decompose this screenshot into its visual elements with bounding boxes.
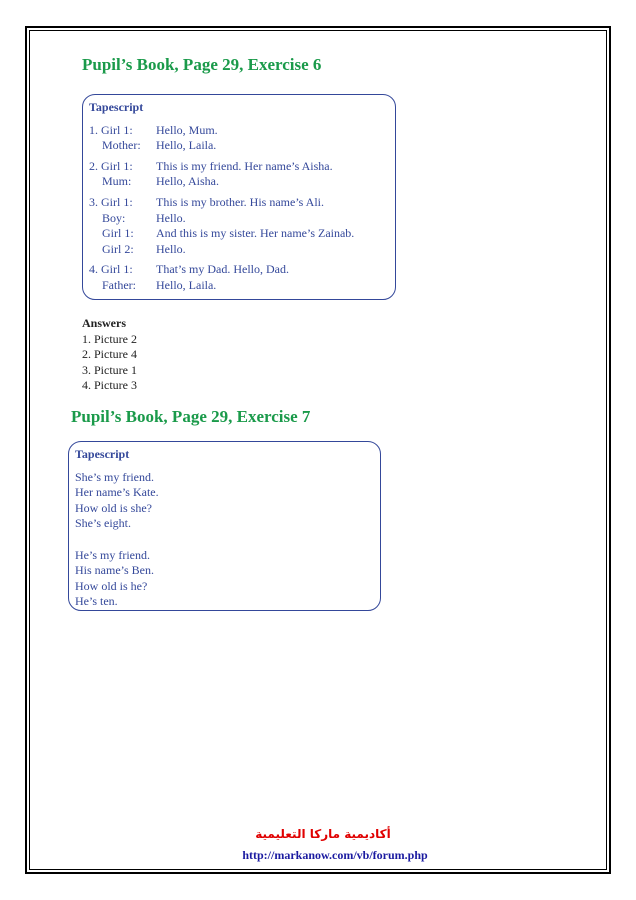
- dialog-line: [89, 195, 389, 211]
- poem-line: He’s my friend.: [75, 547, 150, 562]
- dialog-line: [89, 123, 389, 139]
- answer-item: 4. Picture 3: [82, 378, 137, 393]
- stanza-2: [75, 548, 374, 610]
- dialog-line: [89, 174, 389, 190]
- footer-arabic-title: [0, 827, 636, 841]
- poem-line: How old is she?: [75, 500, 152, 515]
- speaker: Mum:: [102, 174, 132, 189]
- dialog-line: [89, 211, 389, 227]
- dialog-3: [89, 195, 389, 257]
- line-text: This is my brother. His name’s Ali.: [156, 194, 324, 209]
- poem-line: How old is he?: [75, 578, 148, 593]
- dialog-2: [89, 159, 389, 190]
- line-text: This is my friend. Her name’s Aisha.: [156, 158, 333, 173]
- exercise-7-heading: Pupil’s Book, Page 29, Exercise 7: [71, 407, 311, 426]
- dialog-line: [89, 226, 389, 242]
- tapescript-label: Tapescript: [75, 447, 130, 461]
- speaker: 2. Girl 1:: [89, 158, 133, 173]
- speaker: Girl 2:: [102, 241, 134, 256]
- dialog-1: [89, 123, 389, 154]
- dialog-line: [89, 138, 389, 154]
- answers-label: Answers: [82, 316, 126, 330]
- line-text: That’s my Dad. Hello, Dad.: [156, 262, 289, 277]
- speaker: Girl 1:: [102, 226, 134, 241]
- speaker: Boy:: [102, 210, 126, 225]
- poem-line: She’s my friend.: [75, 469, 154, 484]
- speaker: Mother:: [102, 138, 141, 153]
- line-text: Hello, Laila.: [156, 277, 217, 292]
- dialog-4: [89, 262, 389, 293]
- line-text: Hello.: [156, 241, 186, 256]
- speaker: 1. Girl 1:: [89, 122, 133, 137]
- answers-section: [82, 316, 137, 394]
- footer-link-text[interactable]: http://markanow.com/vb/forum.php: [242, 848, 428, 862]
- speaker: 3. Girl 1:: [89, 194, 133, 209]
- answer-item: 2. Picture 4: [82, 347, 137, 362]
- footer-arabic-text: أكاديمية ماركا التعليمية: [255, 827, 391, 841]
- poem-line: He’s ten.: [75, 594, 118, 609]
- stanza-gap: [75, 532, 374, 548]
- poem-line: She’s eight.: [75, 516, 131, 531]
- answer-item: 3. Picture 1: [82, 362, 137, 377]
- line-text: Hello, Mum.: [156, 122, 218, 137]
- line-text: And this is my sister. Her name’s Zainab.: [156, 226, 355, 241]
- answer-item: 1. Picture 2: [82, 331, 137, 346]
- stanza-1: [75, 470, 374, 532]
- dialog-line: [89, 278, 389, 294]
- dialog-line: [89, 242, 389, 258]
- poem-line: Her name’s Kate.: [75, 485, 159, 500]
- line-text: Hello.: [156, 210, 186, 225]
- tapescript-box-exercise-6: [82, 94, 396, 300]
- dialog-list: [89, 123, 389, 294]
- speaker: Father:: [102, 277, 136, 292]
- dialog-line: [89, 262, 389, 278]
- exercise-6-heading: Pupil’s Book, Page 29, Exercise 6: [82, 55, 322, 74]
- tapescript-box-exercise-7: [68, 441, 381, 611]
- line-text: Hello, Laila.: [156, 138, 217, 153]
- poem-line: His name’s Ben.: [75, 563, 154, 578]
- tapescript-label: Tapescript: [89, 100, 144, 114]
- speaker: 4. Girl 1:: [89, 262, 133, 277]
- footer-link[interactable]: [0, 848, 636, 863]
- dialog-line: [89, 159, 389, 175]
- line-text: Hello, Aisha.: [156, 174, 219, 189]
